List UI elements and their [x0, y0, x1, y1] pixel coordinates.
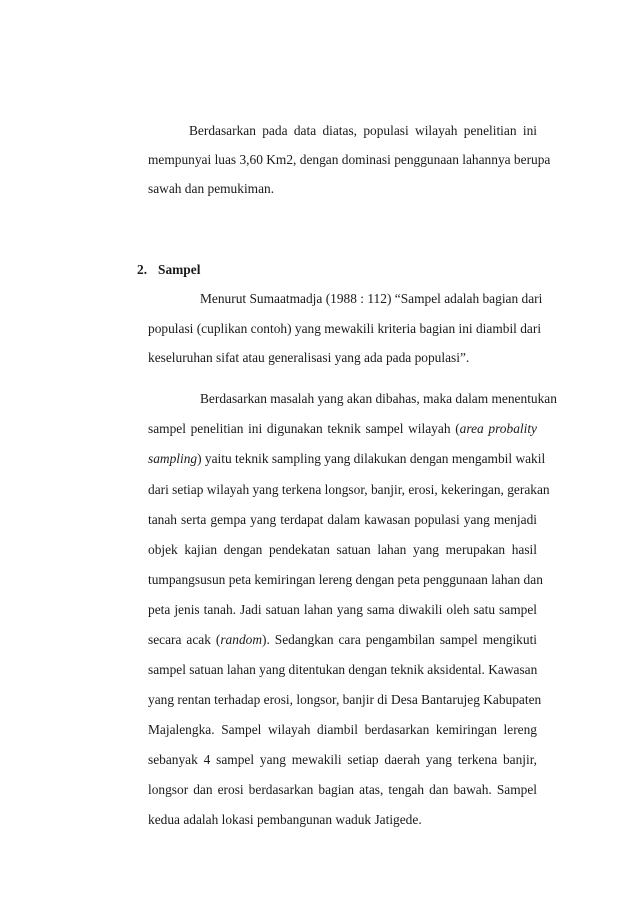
section-heading [137, 262, 526, 278]
paragraph-3-line-1: Berdasarkan masalah yang akan dibahas, maka dalam menentukan [200, 391, 557, 406]
line-9-text-b: ). Sedangkan cara pengambilan sampel mengikuti [262, 632, 538, 647]
paragraph-1-line-1: Berdasarkan pada data diatas, populasi wilayah penelitian ini [189, 123, 537, 138]
paragraph-3-line-2 [148, 421, 537, 437]
section-number: 2. [137, 262, 148, 277]
paragraph-3-line-3 [148, 451, 546, 467]
paragraph-3-line-13: sebanyak 4 sampel yang mewakili setiap daerah yang terkena banjir, [148, 752, 537, 767]
paragraph-1-line-2: mempunyai luas 3,60 Km2, dengan dominasi penggunaan lahannya berupa [148, 152, 551, 167]
line-2-text: sampel penelitian ini digunakan teknik sampel wilayah ( [148, 421, 460, 436]
paragraph-3-line-9 [148, 632, 537, 648]
paragraph-2-line-3: keseluruhan sifat atau generalisasi yang ada pada populasi”. [148, 350, 470, 365]
paragraph-3-line-7: tumpangsusun peta kemiringan lereng dengan peta penggunaan lahan dan [148, 572, 543, 587]
line-9-italic-term: random [220, 632, 263, 647]
paragraph-3-line-12: Majalengka. Sampel wilayah diambil berdasarkan kemiringan lereng [148, 722, 537, 737]
line-3-italic-term: sampling [148, 451, 198, 466]
line-9-text-a: secara acak ( [148, 632, 221, 647]
paragraph-3-line-5: tanah serta gempa yang terdapat dalam kawasan populasi yang menjadi [148, 512, 537, 527]
line-3-text: ) yaitu teknik sampling yang dilakukan dengan mengambil wakil [197, 451, 546, 466]
paragraph-3-line-15: kedua adalah lokasi pembangunan waduk Jatigede. [148, 812, 422, 827]
paragraph-3-line-6: objek kajian dengan pendekatan satuan lahan yang merupakan hasil [148, 542, 537, 557]
paragraph-3-line-4: dari setiap wilayah yang terkena longsor, banjir, erosi, kekeringan, gerakan [148, 482, 550, 497]
paragraph-3-line-8: peta jenis tanah. Jadi satuan lahan yang sama diwakili oleh satu sampel [148, 602, 537, 617]
paragraph-3-line-10: sampel satuan lahan yang ditentukan dengan teknik aksidental. Kawasan [148, 662, 538, 677]
paragraph-2-line-1: Menurut Sumaatmadja (1988 : 112) “Sampel adalah bagian dari [200, 291, 543, 306]
section-title: Sampel [158, 262, 201, 277]
line-2-italic-term: area probality [459, 421, 538, 436]
paragraph-3-line-11: yang rentan terhadap erosi, longsor, banjir di Desa Bantarujeg Kabupaten [148, 692, 542, 707]
paragraph-3-line-14: longsor dan erosi berdasarkan bagian atas, tengah dan bawah. Sampel [148, 782, 537, 797]
paragraph-2-line-2: populasi (cuplikan contoh) yang mewakili kriteria bagian ini diambil dari [148, 321, 542, 336]
paragraph-1-line-3: sawah dan pemukiman. [148, 181, 275, 196]
